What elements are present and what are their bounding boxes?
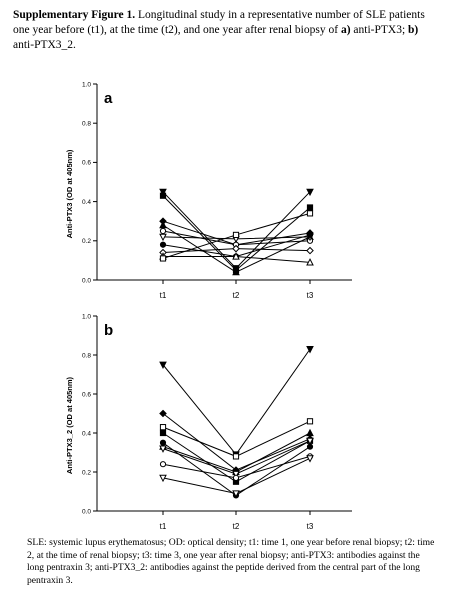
footnote: SLE: systemic lupus erythematosus; OD: optical density; t1: time 1, one year before renal biopsy; t2: time 2, at the time of renal biopsy; t3: time 3, one year after renal biopsy; anti-PTX3: antibodies against the long pentraxin 3; anti-PTX3_2: antibodies against the peptide derived from the central part of the long pentraxin 3.: [27, 537, 435, 586]
panel-a-y-tick-label: 0.6: [81, 159, 91, 167]
panel-a-y-axis-label: Anti-PTX3 (OD at 405nm): [65, 149, 74, 239]
panel-a-data-point: [307, 211, 312, 216]
panel-a-y-tick-label: 0.8: [81, 120, 91, 128]
panel-b-data-point: [160, 425, 165, 430]
caption-label: Supplementary Figure 1.: [13, 9, 136, 21]
panel-b-label: b: [104, 322, 114, 339]
panel-a-data-point: [160, 256, 165, 261]
panel-b-x-tick-label: t1: [159, 522, 167, 531]
panel-b-y-tick-label: 0.0: [81, 508, 91, 516]
panel-a-data-point: [307, 205, 312, 210]
panel-a-y-tick-label: 1.0: [81, 81, 91, 89]
panel-b-y-tick-label: 1.0: [81, 313, 91, 321]
panel-b-x-tick-label: t3: [306, 522, 314, 531]
panel-a-x-tick-label: t3: [306, 291, 314, 300]
panel-b-x-tick-label: t2: [232, 522, 240, 531]
panel-a-data-point: [160, 228, 165, 233]
caption-text-1: Longitudinal study in a representative number of SLE patients one year before (t1), at the time (t2), and one year after renal biopsy of: [13, 9, 425, 36]
panel-a-data-point: [307, 232, 312, 237]
panel-b-series-line: [163, 349, 310, 454]
panel-b-y-tick-label: 0.8: [81, 352, 91, 360]
panel-a-y-tick-label: 0.0: [81, 277, 91, 285]
panel-b-y-tick-label: 0.2: [81, 469, 91, 477]
panel-a-data-point: [160, 242, 165, 247]
panel-a-data-point: [160, 193, 165, 198]
caption-text-2: anti-PTX3;: [350, 24, 409, 36]
panel-b-y-axis-label: Anti-PTX3_2 (OD at 405nm): [65, 376, 74, 475]
caption-a: a): [340, 24, 351, 36]
panel-b-y-tick-label: 0.6: [81, 391, 91, 399]
panel-a-data-point: [307, 248, 313, 254]
panel-a-data-point: [233, 232, 238, 237]
panel-b-data-point: [307, 430, 313, 436]
caption-text-3: anti-PTX3_2.: [13, 39, 76, 51]
panel-a-y-tick-label: 0.4: [81, 198, 91, 206]
caption-b: b): [408, 24, 419, 36]
panel-a-x-tick-label: t1: [159, 291, 167, 300]
panel-a-y-tick-label: 0.2: [81, 238, 91, 246]
panel-b-data-point: [160, 462, 165, 467]
panel-b-data-point: [307, 419, 312, 424]
panel-a-label: a: [104, 90, 113, 107]
panel-a-x-tick-label: t2: [232, 291, 240, 300]
panel-b-y-tick-label: 0.4: [81, 430, 91, 438]
panel-b-data-point: [160, 430, 165, 435]
panel-b-data-point: [233, 454, 238, 459]
panel-b-data-point: [233, 475, 238, 480]
